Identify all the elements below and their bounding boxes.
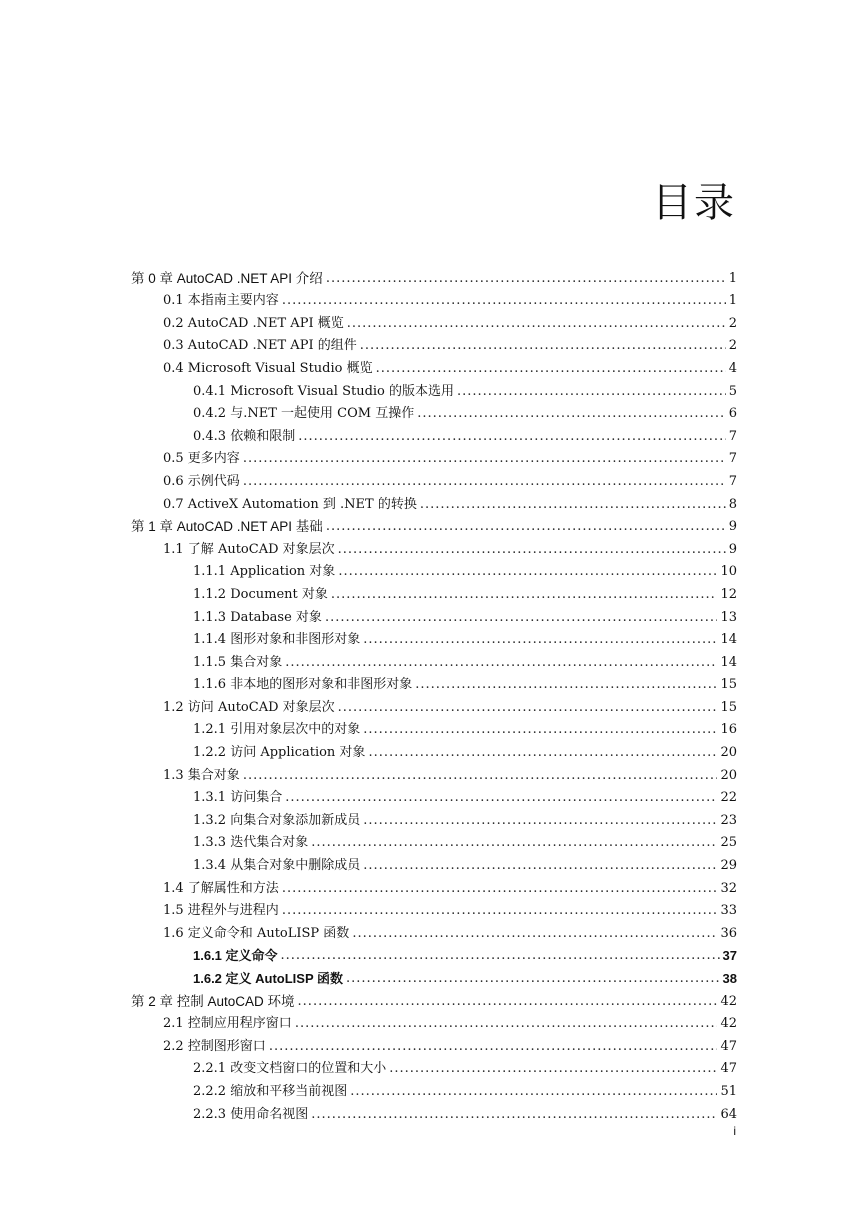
toc-entry-page: 16	[720, 722, 737, 738]
toc-entry[interactable]	[0, 829, 737, 852]
dot-leader	[243, 474, 726, 490]
toc-entry-page: 32	[720, 880, 737, 896]
toc-entry-page: 9	[728, 541, 737, 557]
dot-leader	[376, 361, 726, 377]
toc-entry[interactable]	[0, 580, 737, 603]
toc-entry-title: 0.6 示例代码	[163, 473, 240, 489]
dot-leader	[269, 1039, 718, 1055]
toc-entry-title: 2.2 控制图形窗口	[163, 1038, 266, 1054]
toc-entry[interactable]	[0, 603, 737, 626]
toc-entry-title: 1.2 访问 AutoCAD 对象层次	[163, 699, 335, 715]
toc-entry-title: 1.1.5 集合对象	[193, 654, 283, 670]
toc-entry-page: 23	[720, 812, 737, 828]
toc-entry-page: 47	[720, 1038, 737, 1054]
dot-leader	[417, 406, 726, 422]
toc-entry-title: 1.1.4 图形对象和非图形对象	[193, 632, 361, 648]
toc-entry-title: 1.2.2 访问 Application 对象	[193, 745, 366, 761]
dot-leader	[338, 542, 726, 558]
toc-entry-page: 20	[720, 767, 737, 783]
toc-entry-title: 2.2.2 缩放和平移当前视图	[193, 1083, 348, 1099]
toc-entry[interactable]	[0, 558, 737, 581]
dot-leader	[347, 316, 726, 332]
toc-entry-title: 1.1.6 非本地的图形对象和非图形对象	[193, 677, 413, 693]
dot-leader	[325, 610, 718, 626]
toc-entry-title: 1.1.3 Database 对象	[193, 609, 322, 625]
toc-entry-page: 13	[720, 609, 737, 625]
toc-entry-page: 42	[720, 1016, 737, 1032]
toc-entry[interactable]	[0, 1055, 737, 1078]
dot-leader	[298, 994, 718, 1010]
toc-entry[interactable]	[0, 693, 737, 716]
dot-leader	[285, 655, 717, 671]
toc-entry-page: 15	[720, 677, 737, 693]
toc-entry-page: 6	[728, 406, 737, 422]
toc-entry[interactable]	[0, 784, 737, 807]
dot-leader	[363, 813, 717, 829]
dot-leader	[457, 384, 726, 400]
dot-leader	[243, 768, 718, 784]
toc-entry-title: 1.2.1 引用对象层次中的对象	[193, 722, 361, 738]
toc-entry[interactable]	[0, 332, 737, 355]
toc-entry-title: 0.5 更多内容	[163, 451, 240, 467]
toc-entry-title: 1.6.2 定义 AutoLISP 函数	[193, 971, 344, 986]
dot-leader	[281, 948, 720, 964]
dot-leader	[285, 790, 717, 806]
dot-leader	[311, 835, 717, 851]
toc-entry-page: 47	[720, 1061, 737, 1077]
toc-entry-title: 1.1.2 Document 对象	[193, 586, 328, 602]
toc-entry-title: 0.4 Microsoft Visual Studio 概览	[163, 360, 373, 376]
dot-leader	[243, 451, 726, 467]
toc-entry[interactable]	[0, 874, 737, 897]
toc-entry[interactable]	[0, 648, 737, 671]
dot-leader	[346, 971, 720, 987]
toc-entry-page: 7	[728, 428, 737, 444]
toc-entry-title: 0.4.2 与.NET 一起使用 COM 互操作	[193, 406, 415, 422]
dot-leader	[295, 1016, 718, 1032]
toc-entry[interactable]	[0, 400, 737, 423]
toc-entry[interactable]	[0, 1077, 737, 1100]
toc-entry-title: 0.7 ActiveX Automation 到 .NET 的转换	[163, 496, 417, 512]
toc-entry-title: 1.4 了解属性和方法	[163, 880, 279, 896]
toc-entry-title: 1.3.3 迭代集合对象	[193, 835, 309, 851]
toc-entry-title: 1.6.1 定义命令	[193, 948, 278, 964]
toc-entry-page: 2	[728, 338, 737, 354]
toc-entry[interactable]	[0, 806, 737, 829]
dot-leader	[298, 429, 726, 445]
dot-leader	[420, 497, 726, 513]
toc-entry[interactable]	[0, 377, 737, 400]
dot-leader	[363, 722, 717, 738]
toc-entry-page: 1	[728, 270, 737, 286]
toc-entry-title: 1.3.4 从集合对象中删除成员	[193, 858, 361, 874]
dot-leader	[282, 903, 718, 919]
toc-entry[interactable]	[0, 919, 737, 942]
dot-leader	[363, 632, 717, 648]
toc-entry-page: 8	[728, 496, 737, 512]
toc-entry[interactable]	[0, 422, 737, 445]
toc-entry-page: 25	[720, 835, 737, 851]
toc-entry-title: 1.3.2 向集合对象添加新成员	[193, 812, 361, 828]
toc-entry[interactable]	[0, 897, 737, 920]
toc-entry[interactable]	[0, 1010, 737, 1033]
toc-entry-page: 51	[720, 1083, 737, 1099]
dot-leader	[350, 1084, 717, 1100]
toc-entry[interactable]	[0, 851, 737, 874]
toc-entry-page: 36	[720, 925, 737, 941]
toc-entry-page: 4	[728, 360, 737, 376]
toc-entry[interactable]	[0, 1100, 737, 1123]
dot-leader	[338, 564, 717, 580]
toc-entry-title: 0.3 AutoCAD .NET API 的组件	[163, 338, 357, 354]
toc-entry[interactable]	[0, 535, 737, 558]
toc-entry-page: 9	[728, 519, 737, 535]
dot-leader	[282, 881, 718, 897]
toc-entry-page: 1	[728, 293, 737, 309]
toc-entry-title: 1.3 集合对象	[163, 767, 240, 783]
toc-entry[interactable]	[0, 513, 737, 536]
toc-entry-page: 33	[720, 903, 737, 919]
toc-entry[interactable]	[0, 445, 737, 468]
dot-leader	[415, 677, 717, 693]
toc-entry-page: 7	[728, 451, 737, 467]
toc-entry-title: 2.1 控制应用程序窗口	[163, 1016, 292, 1032]
dot-leader	[326, 271, 726, 287]
toc-entry-page: 37	[722, 948, 737, 964]
dot-leader	[331, 587, 718, 603]
toc-entry-title: 0.4.3 依赖和限制	[193, 428, 296, 444]
toc-entry-title: 2.2.3 使用命名视图	[193, 1106, 309, 1122]
toc-entry-page: 5	[728, 383, 737, 399]
toc-entry-page: 7	[728, 473, 737, 489]
toc-entry[interactable]	[0, 264, 737, 287]
dot-leader	[338, 700, 718, 716]
toc-entry-title: 0.2 AutoCAD .NET API 概览	[163, 315, 344, 331]
toc-entry-page: 10	[720, 564, 737, 580]
toc-entry-title: 1.6 定义命令和 AutoLISP 函数	[163, 925, 350, 941]
dot-leader	[360, 338, 726, 354]
page-title: 目录	[652, 180, 736, 226]
dot-leader	[389, 1061, 717, 1077]
toc-entry-page: 42	[720, 993, 737, 1009]
toc-entry-page: 64	[720, 1106, 737, 1122]
toc-entry-page: 29	[720, 858, 737, 874]
toc-entry-title: 第 2 章 控制 AutoCAD 环境	[131, 993, 295, 1009]
toc-entry-title: 1.5 进程外与进程内	[163, 903, 279, 919]
toc-entry-title: 2.2.1 改变文档窗口的位置和大小	[193, 1061, 387, 1077]
toc-entry[interactable]	[0, 287, 737, 310]
toc-entry-page: 12	[720, 586, 737, 602]
toc-entry[interactable]	[0, 309, 737, 332]
dot-leader	[363, 858, 717, 874]
dot-leader	[326, 519, 726, 535]
toc-entry-title: 第 0 章 AutoCAD .NET API 介绍	[131, 270, 323, 286]
toc-entry[interactable]	[0, 354, 737, 377]
page-number: i	[733, 1124, 736, 1138]
toc-entry[interactable]	[0, 964, 737, 987]
toc-entry-page: 22	[720, 790, 737, 806]
toc-entry-title: 1.1.1 Application 对象	[193, 564, 336, 580]
toc-entry[interactable]	[0, 1032, 737, 1055]
dot-leader	[352, 926, 717, 942]
toc-entry[interactable]	[0, 671, 737, 694]
table-of-contents	[0, 264, 868, 1123]
toc-entry-page: 2	[728, 315, 737, 331]
toc-entry-page: 14	[720, 654, 737, 670]
dot-leader	[282, 293, 726, 309]
toc-entry[interactable]	[0, 987, 737, 1010]
toc-entry-title: 第 1 章 AutoCAD .NET API 基础	[131, 519, 323, 535]
toc-entry-title: 1.3.1 访问集合	[193, 790, 283, 806]
toc-entry[interactable]	[0, 467, 737, 490]
toc-entry[interactable]	[0, 738, 737, 761]
toc-entry-title: 0.1 本指南主要内容	[163, 293, 279, 309]
toc-entry[interactable]	[0, 626, 737, 649]
toc-entry-page: 14	[720, 632, 737, 648]
dot-leader	[368, 745, 717, 761]
toc-entry[interactable]	[0, 716, 737, 739]
toc-entry[interactable]	[0, 942, 737, 965]
toc-entry[interactable]	[0, 490, 737, 513]
toc-entry-page: 38	[722, 971, 737, 986]
toc-entry-page: 20	[720, 745, 737, 761]
dot-leader	[311, 1107, 717, 1123]
toc-entry-title: 1.1 了解 AutoCAD 对象层次	[163, 541, 335, 557]
toc-entry-page: 15	[720, 699, 737, 715]
toc-entry-title: 0.4.1 Microsoft Visual Studio 的版本选用	[193, 383, 455, 399]
toc-entry[interactable]	[0, 761, 737, 784]
